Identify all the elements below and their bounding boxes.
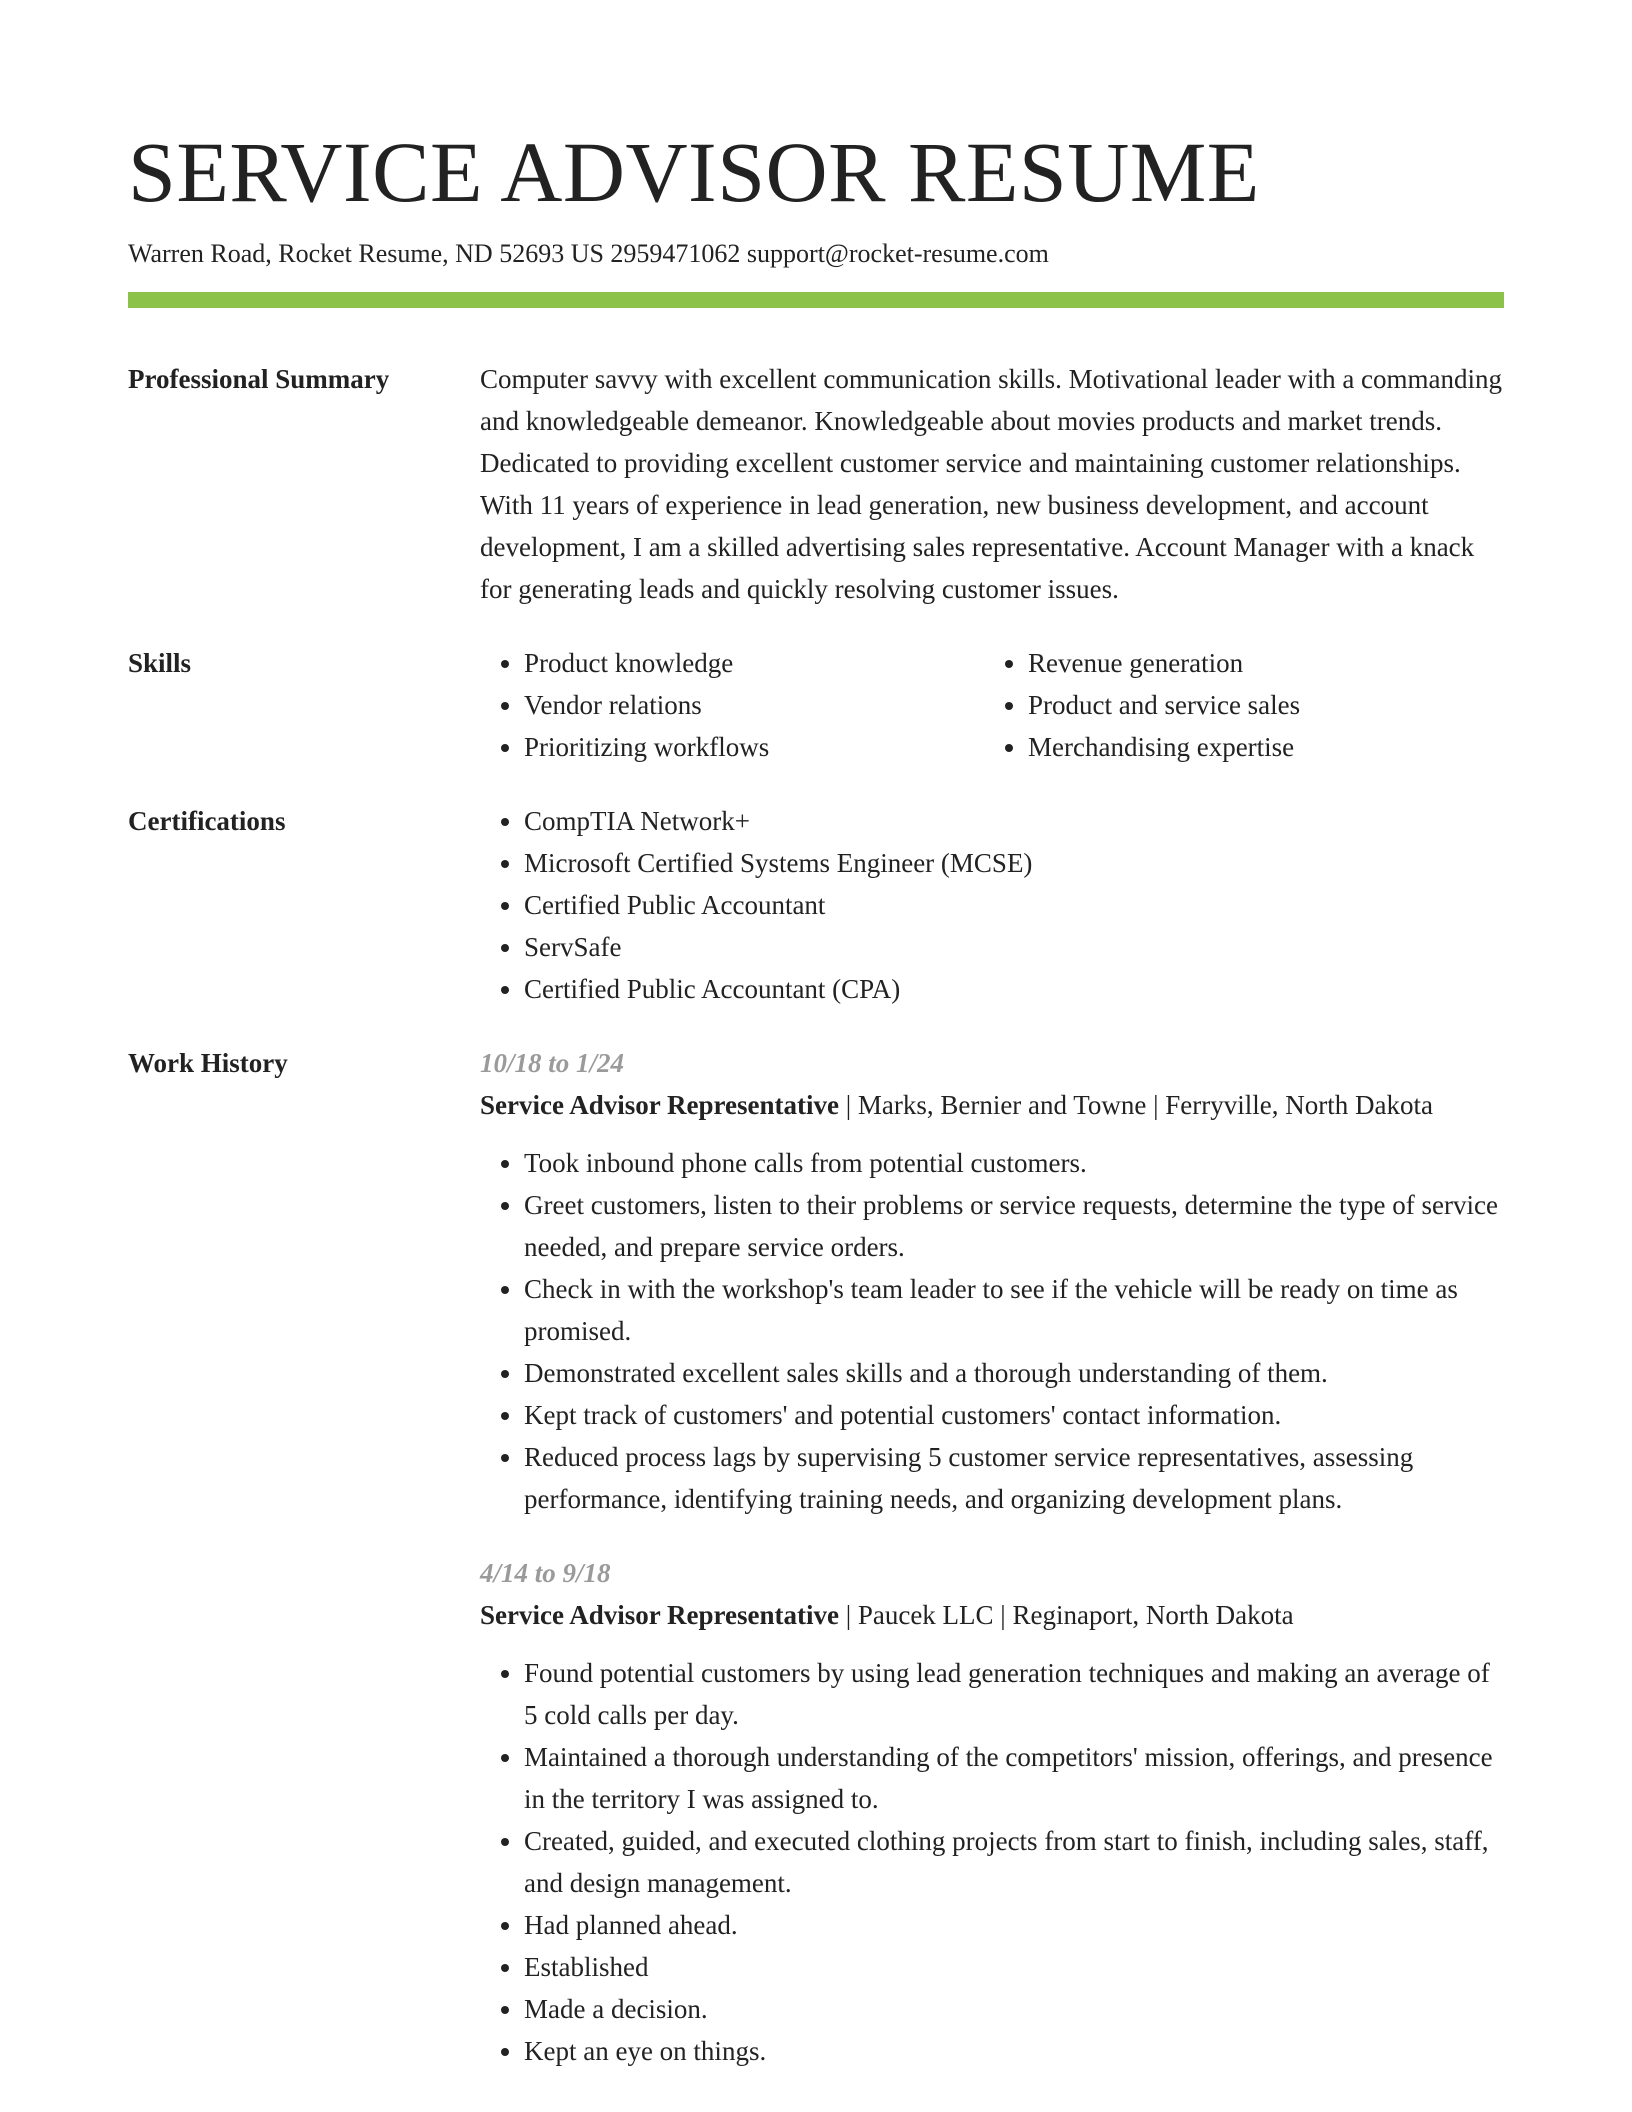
list-item: • Maintained a thorough understanding of the competitors' mission, offerings, and presence in the territory I was assigned to. [524, 1736, 1504, 1820]
work-history-label: Work History [128, 1048, 288, 1078]
skills-columns [480, 642, 1504, 768]
skills-column-1 [480, 642, 984, 768]
list-item: • CompTIA Network+ [524, 800, 1504, 842]
list-item: • Reduced process lags by supervising 5 customer service representatives, assessing performance, identifying training needs, and organizing development plans. [524, 1436, 1504, 1520]
certifications-body [480, 800, 1504, 1010]
list-item: • Certified Public Accountant [524, 884, 1504, 926]
list-item: • Made a decision. [524, 1988, 1504, 2030]
resume-title: SERVICE ADVISOR RESUME [128, 124, 1260, 220]
list-item: • Revenue generation [1028, 642, 1488, 684]
certifications-section [128, 800, 1504, 1010]
list-item: • Vendor relations [524, 684, 984, 726]
list-item: • Had planned ahead. [524, 1904, 1504, 1946]
list-item: • Microsoft Certified Systems Engineer (MCSE) [524, 842, 1504, 884]
list-item: • Product and service sales [1028, 684, 1488, 726]
work-history-body [480, 1042, 1504, 2072]
list-item: • Product knowledge [524, 642, 984, 684]
job-dates: 10/18 to 1/24 [480, 1048, 625, 1078]
job-details: | Paucek LLC | Reginaport, North Dakota [838, 1600, 1294, 1630]
list-item: • Greet customers, listen to their problems or service requests, determine the type of service needed, and prepare service orders. [524, 1184, 1504, 1268]
work-history-section [128, 1042, 1504, 2072]
list-item: • Check in with the workshop's team leader to see if the vehicle will be ready on time as promised. [524, 1268, 1504, 1352]
job-heading [480, 1594, 1504, 1636]
list-item: • Kept track of customers' and potential customers' contact information. [524, 1394, 1504, 1436]
list-item: • Demonstrated excellent sales skills and a thorough understanding of them. [524, 1352, 1504, 1394]
job-heading [480, 1084, 1504, 1126]
skills-column-2 [984, 642, 1488, 768]
job-bullets [480, 1142, 1504, 1520]
list-item: • ServSafe [524, 926, 1504, 968]
summary-section [128, 358, 1504, 610]
job-details: | Marks, Bernier and Towne | Ferryville, North Dakota [838, 1090, 1433, 1120]
job-bullets [480, 1652, 1504, 2072]
list-item: • Certified Public Accountant (CPA) [524, 968, 1504, 1010]
list-item: • Prioritizing workflows [524, 726, 984, 768]
skills-label: Skills [128, 648, 192, 678]
contact-line: Warren Road, Rocket Resume, ND 52693 US 2959471062 support@rocket-resume.com [128, 239, 1049, 268]
list-item: • Took inbound phone calls from potential customers. [524, 1142, 1504, 1184]
list-item: • Merchandising expertise [1028, 726, 1488, 768]
resume-page [128, 118, 1504, 2072]
job-entry [480, 1042, 1504, 1520]
skills-section [128, 642, 1504, 768]
list-item: • Created, guided, and executed clothing projects from start to finish, including sales, staff, and design management. [524, 1820, 1504, 1904]
job-title: Service Advisor Representative [480, 1090, 839, 1120]
job-entry [480, 1552, 1504, 2072]
list-item: • Found potential customers by using lead generation techniques and making an average of 5 cold calls per day. [524, 1652, 1504, 1736]
job-dates: 4/14 to 9/18 [480, 1558, 611, 1588]
certifications-list [480, 800, 1504, 1010]
list-item: • Kept an eye on things. [524, 2030, 1504, 2072]
job-title: Service Advisor Representative [480, 1600, 839, 1630]
list-item: • Established [524, 1946, 1504, 1988]
header-divider [128, 292, 1504, 308]
certifications-label: Certifications [128, 806, 286, 836]
summary-text: Computer savvy with excellent communication skills. Motivational leader with a commanding and knowledgeable demeanor. Knowledgeable about movies products and market trends. Dedicated to providing excellent customer service and maintaining customer relationships. With 11 years of experience in lead generation, new business development, and account development, I am a skilled advertising sales representative. Account Manager with a knack for generating leads and quickly resolving customer issues. [480, 364, 1503, 604]
summary-label: Professional Summary [128, 364, 390, 394]
